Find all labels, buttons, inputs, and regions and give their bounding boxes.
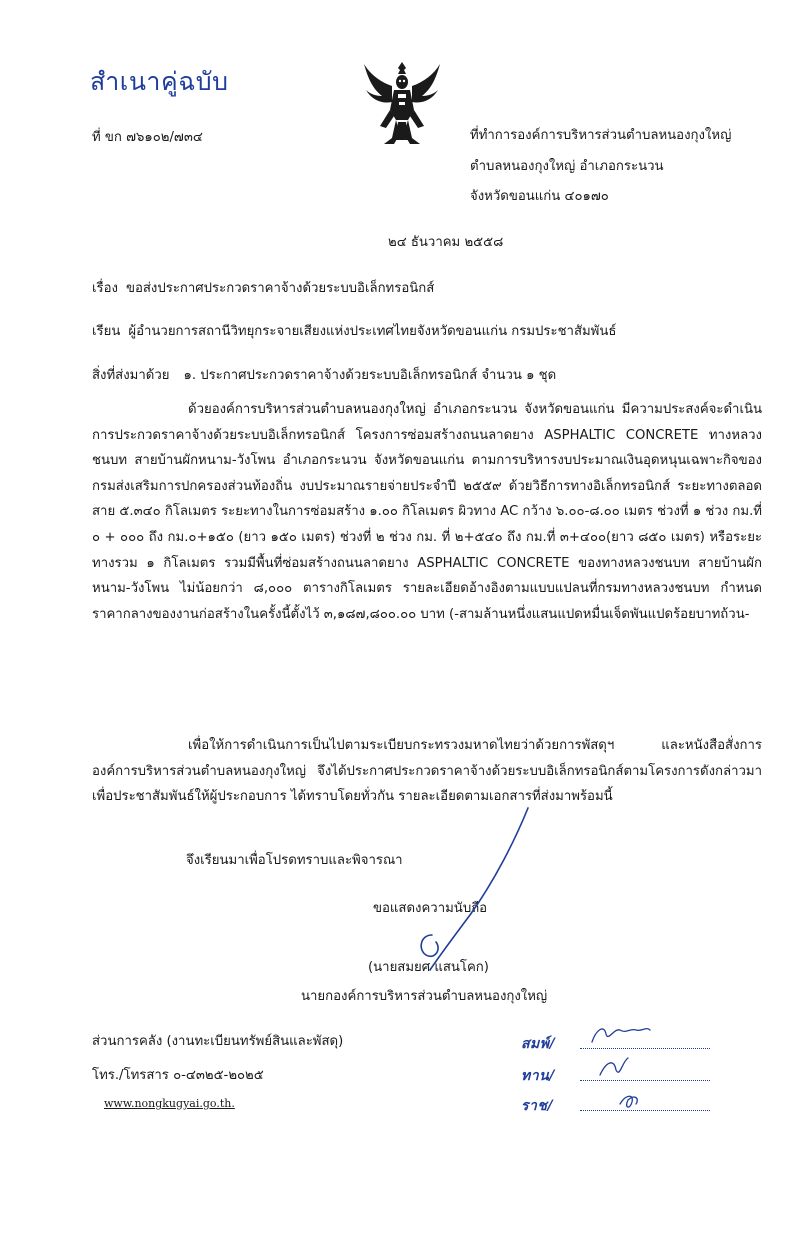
initial-signature-3 (620, 1096, 637, 1107)
initial-label-3: ราช/ (521, 1098, 553, 1114)
recipient-line (92, 320, 616, 341)
initial-signature-1 (592, 1029, 650, 1042)
telephone-fax: โทร./โทรสาร ๐-๔๓๒๕-๒๐๒๕ (92, 1068, 264, 1083)
enclosure-line (92, 364, 556, 385)
reference-number: ที่ ขก ๗๖๑๐๒/๗๓๔ (92, 130, 203, 145)
subject-label: เรื่อง (92, 281, 118, 296)
department-contact: ส่วนการคลัง (งานทะเบียนทรัพย์สินและพัสดุ) (92, 1034, 344, 1049)
body-paragraph-2: เพื่อให้การดำเนินการเป็นไปตามระเบียบกระทรวงมหาดไทยว่าด้วยการพัสดุฯ และหนังสือสั่งการองค์การบริหารส่วนตำบลหนองกุงใหญ่ จึงได้ประกาศประกวดราคาจ้างด้วยระบบอิเล็กทรอนิกส์ตามโครงการดังกล่าวมาเพื่อประชาสัมพันธ์ให้ผู้ประกอบการ ได้ทราบโดยทั่วกัน รายละเอียดตามเอกสารที่ส่งมาพร้อมนี้ (92, 738, 762, 805)
main-signature-loop (421, 935, 438, 956)
copy-stamp: สำเนาคู่ฉบับ (90, 67, 229, 96)
recipient-text: ผู้อำนวยการสถานีวิทยุกระจายเสียงแห่งประเทศไทยจังหวัดขอนแก่น กรมประชาสัมพันธ์ (128, 324, 617, 339)
initial-line-1 (580, 1048, 710, 1049)
closing-regards: ขอแสดงความนับถือ (373, 901, 488, 916)
letter-date: ๒๔ ธันวาคม ๒๕๕๘ (388, 235, 504, 250)
enclosure-label: สิ่งที่ส่งมาด้วย (92, 368, 170, 383)
recipient-label: เรียน (92, 324, 121, 339)
closing-request: จึงเรียนมาเพื่อโปรดทราบและพิจารณา (186, 853, 403, 868)
initial-line-2 (580, 1080, 710, 1081)
signatory-position: นายกองค์การบริหารส่วนตำบลหนองกุงใหญ่ (301, 989, 548, 1004)
initial-label-2: ทาน/ (521, 1068, 555, 1084)
enclosure-text: ๑. ประกาศประกวดราคาจ้างด้วยระบบอิเล็กทรอนิกส์ จำนวน ๑ ชุด (183, 368, 557, 383)
sender-address-line-2: ตำบลหนองกุงใหญ่ อำเภอกระนวน (470, 159, 664, 174)
website-link[interactable]: www.nongkugyai.go.th. (104, 1097, 235, 1110)
subject-line (92, 277, 434, 298)
sender-address-line-3: จังหวัดขอนแก่น ๔๐๑๗๐ (470, 189, 609, 204)
sender-address-line-1: ที่ทำการองค์การบริหารส่วนตำบลหนองกุงใหญ่ (470, 128, 732, 143)
initial-signature-2 (600, 1058, 628, 1075)
initial-label-1: สมพ์/ (521, 1036, 556, 1052)
body-paragraph-1: ด้วยองค์การบริหารส่วนตำบลหนองกุงใหญ่ อำเภอกระนวน จังหวัดขอนแก่น มีความประสงค์จะดำเนินการประกวดราคาจ้างด้วยระบบอิเล็กทรอนิกส์ โครงการซ่อมสร้างถนนลาดยาง ASPHALTIC CONCRETE ทางหลวงชนบท สายบ้านผักหนาม-วังโพน อำเภอกระนวน จังหวัดขอนแก่น ตามการบริหารงบประมาณเงินอุดหนุนเฉพาะกิจของกรมส่งเสริมการปกครองส่วนท้องถิ่น งบประมาณรายจ่ายประจำปี ๒๕๕๙ ด้วยวิธีการทางอิเล็กทรอนิกส์ ระยะทางตลอดสาย ๕.๓๔๐ กิโลเมตร ระยะทางในการซ่อมสร้าง ๑.๐๐ กิโลเมตร ผิวทาง AC กว้าง ๖.๐๐-๘.๐๐ เมตร ช่วงที่ ๑ ช่วง กม.ที่ ๐ + ๐๐๐ ถึง กม.๐+๑๕๐ (ยาว ๑๕๐ เมตร) ช่วงที่ ๒ ช่วง กม. ที่ ๒+๕๔๐ ถึง กม.ที่ ๓+๔๐๐(ยาว ๘๕๐ เมตร) หรือระยะทางรวม ๑ กิโลเมตร รวมมีพื้นที่ซ่อมสร้างถนนลาดยาง ASPHALTIC CONCRETE ของทางหลวงชนบท สายบ้านผักหนาม-วังโพน ไม่น้อยกว่า ๘,๐๐๐ ตารางกิโลเมตร รายละเอียดอ้างอิงตามแบบแปลนที่กรมทางหลวงชนบท กำหนด ราคากลางของงานก่อสร้างในครั้งนี้ตั้งไว้ ๓,๑๘๗,๘๐๐.๐๐ บาท (-สามล้านหนึ่งแสนแปดหมื่นเจ็ดพันแปดร้อยบาทถ้วน- (92, 402, 762, 622)
subject-text: ขอส่งประกาศประกวดราคาจ้างด้วยระบบอิเล็กทรอนิกส์ (125, 281, 435, 296)
signatory-name: (นายสมยศ แสนโคก) (368, 960, 489, 975)
initial-line-3 (580, 1110, 710, 1111)
garuda-emblem-icon (362, 60, 442, 148)
main-signature-stroke (430, 808, 528, 970)
